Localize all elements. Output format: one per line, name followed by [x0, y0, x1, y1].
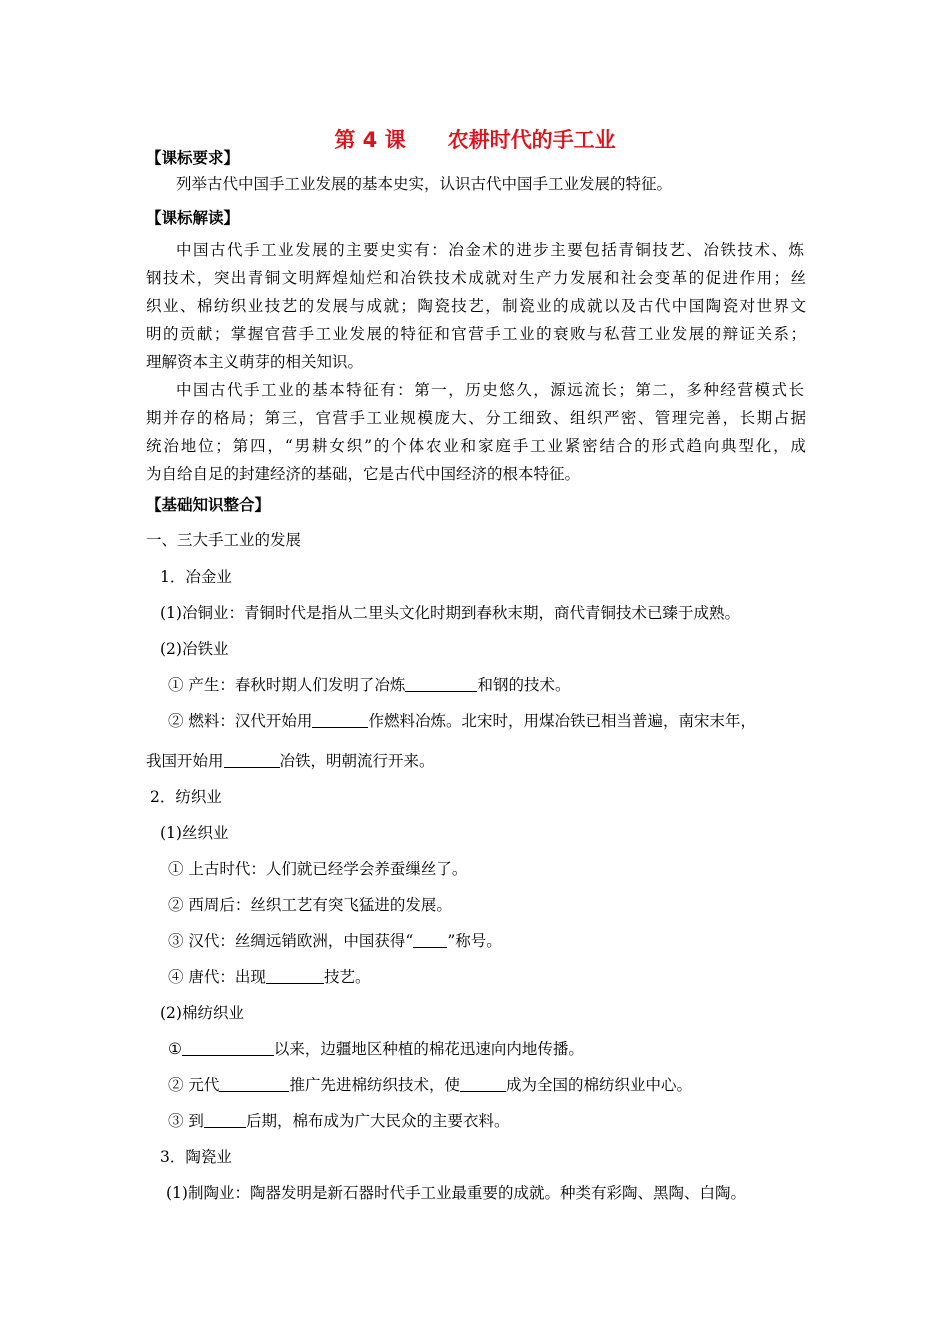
lesson-title: 第 4 课 农耕时代的手工业 — [334, 128, 616, 152]
silk-item: ① 上古时代：人们就已经学会养蚕缫丝了。 — [168, 860, 468, 878]
textile-label: 2．纺织业 — [150, 788, 222, 806]
interpretation-p1-line: 钢技术，突出青铜文明辉煌灿烂和冶铁技术成就对生产力发展和社会变革的促进作用；丝 — [146, 269, 806, 287]
pottery-text: (1)制陶业：陶器发明是新石器时代手工业最重要的成就。种类有彩陶、黑陶、白陶。 — [166, 1184, 746, 1202]
fill-blank[interactable] — [204, 1113, 246, 1128]
fill-blank[interactable] — [413, 933, 447, 948]
fill-blank[interactable] — [219, 1077, 289, 1092]
silk-item-text: ”称号。 — [447, 932, 502, 950]
iron-label: (2)冶铁业 — [160, 640, 229, 658]
silk-item — [168, 931, 502, 951]
cotton-item-text: 成为全国的棉纺织业中心。 — [505, 1076, 692, 1094]
silk-item-text: ④ 唐代：出现 — [168, 968, 266, 986]
bronze-text: (1)冶铜业：青铜时代是指从二里头文化时期到春秋末期，商代青铜技术已臻于成熟。 — [160, 604, 740, 622]
heading-curriculum-interpretation: 【课标解读】 — [146, 209, 240, 227]
interpretation-p2-line: 期并存的格局；第三，官营手工业规模庞大、分工细致、组织严密、管理完善，长期占据 — [146, 409, 806, 427]
silk-item — [168, 967, 370, 987]
metallurgy-label: 1．冶金业 — [160, 568, 232, 586]
interpretation-p1-line: 中国古代手工业发展的主要史实有：冶金术的进步主要包括青铜技艺、冶铁技术、炼 — [176, 241, 804, 259]
iron-fuel-line — [146, 751, 435, 771]
ceramics-label: 3．陶瓷业 — [160, 1148, 232, 1166]
fill-blank[interactable] — [224, 753, 280, 768]
cotton-item-text: 以来，边疆地区种植的棉花迅速向内地传播。 — [273, 1040, 584, 1058]
cotton-item-text: ① — [168, 1040, 182, 1058]
fill-blank[interactable] — [460, 1077, 506, 1092]
cotton-item-text: ③ 到 — [168, 1112, 204, 1130]
interpretation-p2-line: 为自给自足的封建经济的基础，它是古代中国经济的根本特征。 — [146, 465, 581, 483]
interpretation-p1-line: 理解资本主义萌芽的相关知识。 — [146, 353, 364, 371]
fill-blank[interactable] — [266, 969, 324, 984]
iron-fuel-text: 冶铁，明朝流行开来。 — [279, 752, 435, 770]
silk-label: (1)丝织业 — [160, 824, 229, 842]
cotton-item — [168, 1075, 692, 1095]
silk-item-text: ③ 汉代：丝绸远销欧洲，中国获得“ — [168, 932, 414, 950]
iron-fuel-text: ② 燃料：汉代开始用 — [168, 712, 313, 730]
silk-item-text: 技艺。 — [323, 968, 371, 986]
interpretation-p2-line: 中国古代手工业的基本特征有：第一，历史悠久，源远流长；第二，多种经营模式长 — [176, 381, 804, 399]
fill-blank[interactable] — [405, 677, 477, 692]
iron-origin-line — [168, 675, 570, 695]
heading-basic-knowledge: 【基础知识整合】 — [146, 496, 271, 514]
iron-fuel-line — [168, 711, 756, 731]
cotton-item-text: ② 元代 — [168, 1076, 220, 1094]
iron-origin-text: 和钢的技术。 — [477, 676, 571, 694]
cotton-item — [168, 1111, 509, 1131]
interpretation-p2-line: 统治地位；第四，“男耕女织”的个体农业和家庭手工业紧密结合的形式趋向典型化，成 — [146, 437, 806, 455]
cotton-item-text: 后期，棉布成为广大民众的主要衣料。 — [245, 1112, 510, 1130]
cotton-label: (2)棉纺织业 — [160, 1004, 244, 1022]
interpretation-p1-line: 织业、棉纺织业技艺的发展与成就；陶瓷技艺，制瓷业的成就以及古代中国陶瓷对世界文 — [146, 297, 806, 315]
heading-curriculum-requirements: 【课标要求】 — [146, 149, 240, 167]
cotton-item-text: 推广先进棉纺织技术，使 — [289, 1076, 460, 1094]
fill-blank[interactable] — [312, 713, 368, 728]
requirements-text: 列举古代中国手工业发展的基本史实，认识古代中国手工业发展的特征。 — [176, 175, 673, 193]
iron-fuel-text: 我国开始用 — [146, 752, 224, 770]
part-one-heading: 一、三大手工业的发展 — [146, 531, 302, 549]
silk-item: ② 西周后：丝织工艺有突飞猛进的发展。 — [168, 896, 452, 914]
cotton-item — [168, 1039, 584, 1059]
iron-fuel-text: 作燃料冶炼。北宋时，用煤冶铁已相当普遍，南宋末年， — [368, 712, 756, 730]
fill-blank[interactable] — [182, 1041, 274, 1056]
interpretation-p1-line: 明的贡献；掌握官营手工业发展的特征和官营手工业的衰败与私营工业发展的辩证关系； — [146, 325, 806, 343]
iron-origin-text: ① 产生：春秋时期人们发明了冶炼 — [168, 676, 406, 694]
